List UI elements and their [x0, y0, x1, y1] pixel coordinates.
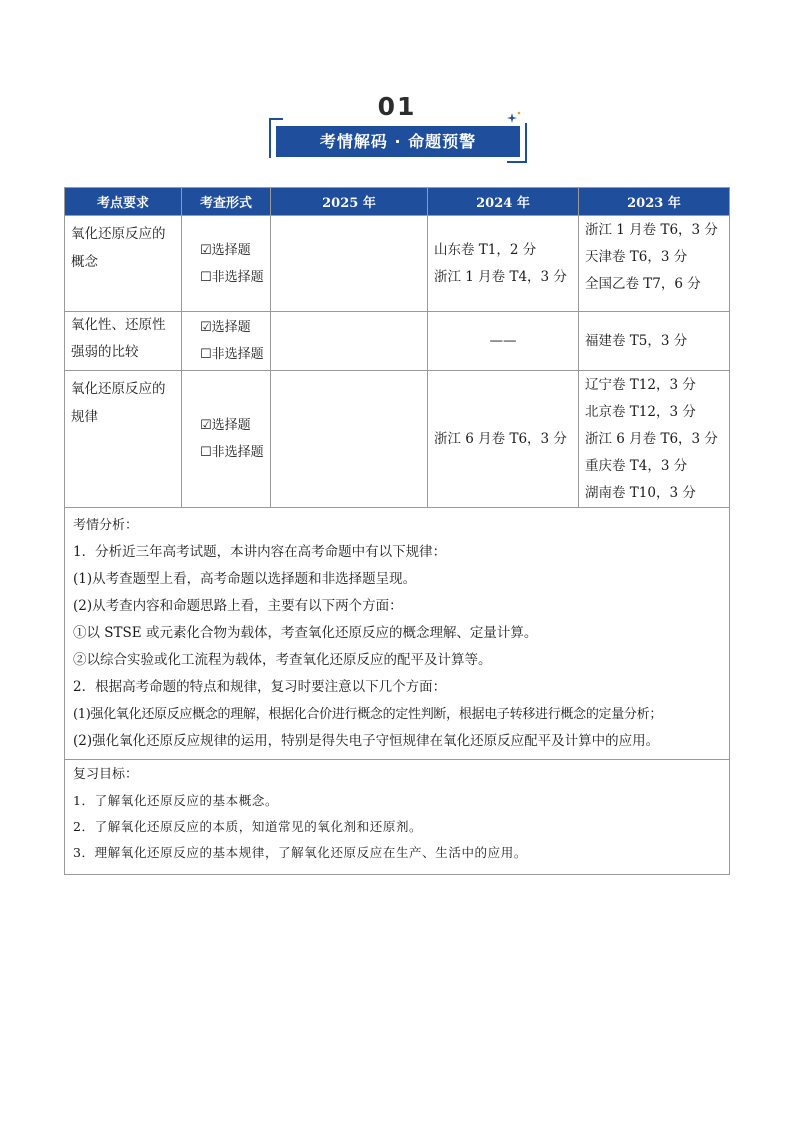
form-cell	[182, 371, 271, 508]
topic-cell: 氧化还原反应的规律	[65, 371, 182, 508]
table-row	[65, 371, 730, 508]
cell-2024	[428, 371, 579, 508]
checkbox-nonchoice: ☐非选择题	[200, 347, 264, 362]
cell-2023	[579, 216, 730, 312]
exam-entry: 浙江 6 月卷 T6，3 分	[585, 430, 718, 447]
goals-row	[65, 760, 730, 875]
analysis-line: 2．根据高考命题的特点和规律，复习时要注意以下几个方面：	[73, 679, 447, 695]
section-number: 01	[377, 92, 417, 121]
exam-entry: 辽宁卷 T12，3 分	[585, 376, 696, 393]
exam-entry: 浙江 1 月卷 T4，3 分	[434, 268, 567, 285]
goals-label: 复习目标：	[73, 767, 139, 782]
exam-entry: 全国乙卷 T7，6 分	[585, 276, 701, 292]
cell-2025	[271, 312, 428, 371]
goal-line: 3．理解氧化还原反应的基本规律，了解氧化还原反应在生产、生活中的应用。	[73, 845, 527, 860]
analysis-row	[65, 508, 730, 760]
cell-2024	[428, 312, 579, 371]
analysis-line: (2)强化氧化还原反应规律的运用，特别是得失电子守恒规律在氧化还原反应配平及计算中的应用。	[73, 733, 660, 749]
analysis-line: 1．分析近三年高考试题，本讲内容在高考命题中有以下规律：	[73, 544, 447, 560]
header-2023: 2023 年	[579, 188, 730, 216]
topic-cell: 氧化还原反应的概念	[65, 216, 182, 312]
section-title-banner: 考情解码 · 命题预警	[276, 126, 520, 157]
checkbox-choice: ☑选择题	[200, 242, 251, 258]
form-cell	[182, 312, 271, 371]
table-row	[65, 312, 730, 371]
cell-2025	[271, 216, 428, 312]
cell-2023	[579, 371, 730, 508]
exam-entry: 福建卷 T5，3 分	[585, 332, 688, 349]
form-cell	[182, 216, 271, 312]
exam-entry: 重庆卷 T4，3 分	[585, 457, 688, 474]
checkbox-nonchoice: ☐非选择题	[200, 445, 264, 460]
analysis-line: (1)从考查题型上看，高考命题以选择题和非选择题呈现。	[73, 571, 417, 587]
exam-entry: 湖南卷 T10，3 分	[585, 484, 696, 501]
exam-entry: 山东卷 T1，2 分	[434, 241, 537, 258]
header-form: 考查形式	[182, 188, 271, 216]
analysis-line: ①以 STSE 或元素化合物为载体，考查氧化还原反应的概念理解、定量计算。	[73, 625, 538, 641]
header-2025: 2025 年	[271, 188, 428, 216]
header-2024: 2024 年	[428, 188, 579, 216]
table-header-row	[65, 188, 730, 216]
checkbox-choice: ☑选择题	[200, 418, 251, 433]
analysis-line: ②以综合实验或化工流程为载体，考查氧化还原反应的配平及计算等。	[73, 652, 492, 668]
goal-line: 2．了解氧化还原反应的本质，知道常见的氧化剂和还原剂。	[73, 819, 423, 834]
goals-cell	[65, 760, 730, 875]
topic-cell: 氧化性、还原性强弱的比较	[65, 312, 182, 371]
exam-entry: 浙江 1 月卷 T6，3 分	[585, 222, 718, 238]
exam-entry: 天津卷 T6，3 分	[585, 249, 688, 265]
empty-dash: ——	[489, 332, 517, 349]
analysis-label: 考情分析：	[73, 518, 139, 533]
exam-analysis-table	[64, 187, 730, 875]
sparkle-icon	[507, 111, 521, 125]
analysis-cell	[65, 508, 730, 760]
header-topic: 考点要求	[65, 188, 182, 216]
checkbox-nonchoice: ☐非选择题	[200, 269, 264, 285]
exam-entry: 北京卷 T12，3 分	[585, 403, 696, 420]
cell-2024	[428, 216, 579, 312]
cell-2023	[579, 312, 730, 371]
goal-line: 1．了解氧化还原反应的基本概念。	[73, 793, 279, 808]
analysis-line: (2)从考查内容和命题思路上看，主要有以下两个方面：	[73, 598, 403, 614]
exam-entry: 浙江 6 月卷 T6，3 分	[434, 430, 567, 447]
analysis-line: (1)强化氧化还原反应概念的理解，根据化合价进行概念的定性判断，根据电子转移进行概念的定量分析；	[73, 707, 663, 722]
cell-2025	[271, 371, 428, 508]
checkbox-choice: ☑选择题	[200, 320, 251, 335]
table-row	[65, 216, 730, 312]
